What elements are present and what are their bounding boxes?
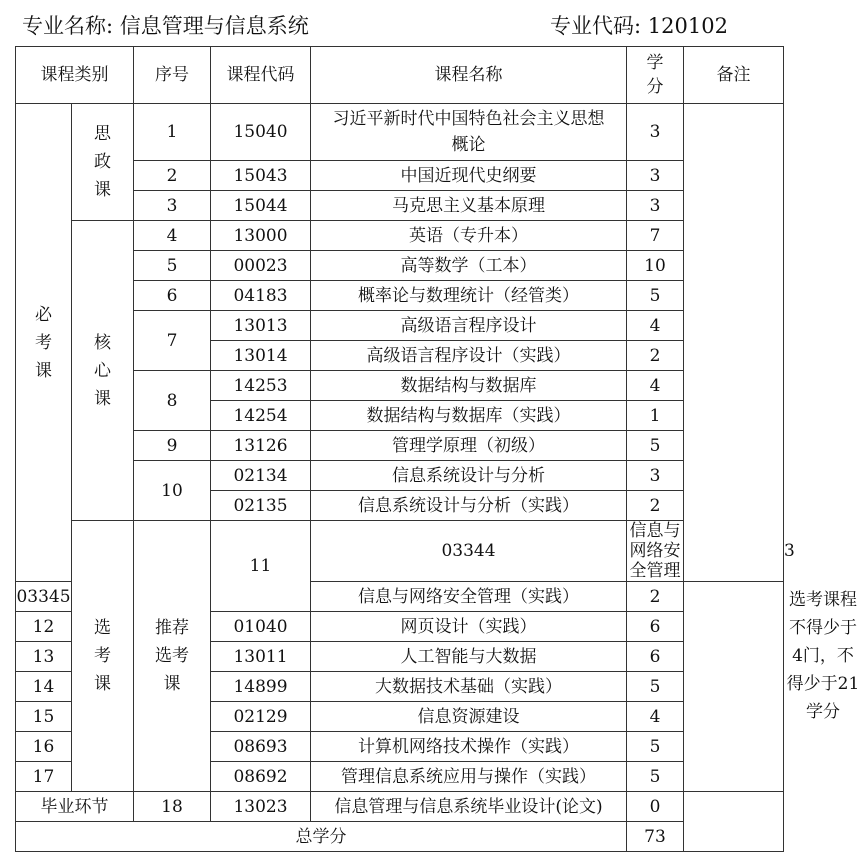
cell-index: 11 [211, 521, 311, 612]
cell-code: 13126 [211, 431, 311, 461]
cell-code: 15043 [211, 161, 311, 191]
cell-index: 6 [134, 281, 211, 311]
category-core: 核心课 [72, 221, 134, 521]
cell-credits: 3 [627, 161, 684, 191]
cell-name: 信息系统设计与分析 [311, 461, 627, 491]
page-header [22, 10, 772, 42]
total-value: 73 [627, 822, 684, 852]
cell-credits: 2 [627, 341, 684, 371]
cell-name: 信息与网络安全管理（实践） [311, 582, 627, 612]
cell-index: 16 [16, 732, 72, 762]
cell-credits: 2 [627, 491, 684, 521]
cell-name: 马克思主义基本原理 [311, 191, 627, 221]
cell-code: 13011 [211, 642, 311, 672]
cell-name: 中国近现代史纲要 [311, 161, 627, 191]
cell-name: 信息资源建设 [311, 702, 627, 732]
cell-code: 15040 [211, 104, 311, 161]
cell-name: 信息与网络安全管理 [627, 521, 684, 582]
cell-name: 高级语言程序设计 [311, 311, 627, 341]
remark-required [684, 104, 784, 582]
cell-credits: 3 [627, 104, 684, 161]
cell-credits: 5 [627, 431, 684, 461]
cell-index: 4 [134, 221, 211, 251]
cell-credits: 4 [627, 371, 684, 401]
table-row [16, 104, 784, 161]
header-code: 课程代码 [211, 47, 311, 104]
cell-code: 15044 [211, 191, 311, 221]
category-elective: 选考课 [72, 521, 134, 792]
cell-name: 管理学原理（初级） [311, 431, 627, 461]
cell-code: 02129 [211, 702, 311, 732]
cell-credits: 5 [627, 732, 684, 762]
cell-code: 08692 [211, 762, 311, 792]
cell-code: 13014 [211, 341, 311, 371]
cell-index: 18 [134, 792, 211, 822]
major-code: 专业代码: 120102 [550, 14, 728, 38]
category-required: 必考课 [16, 104, 72, 582]
cell-credits: 5 [627, 672, 684, 702]
cell-code: 13000 [211, 221, 311, 251]
cell-credits: 3 [627, 461, 684, 491]
header-remarks: 备注 [684, 47, 784, 104]
total-label: 总学分 [16, 822, 627, 852]
cell-index: 8 [134, 371, 211, 431]
cell-code: 03345 [16, 582, 72, 612]
cell-credits: 6 [627, 642, 684, 672]
cell-credits: 4 [627, 311, 684, 341]
cell-index: 10 [134, 461, 211, 521]
table-header [16, 47, 784, 104]
cell-code: 01040 [211, 612, 311, 642]
cell-name: 数据结构与数据库（实践） [311, 401, 627, 431]
cell-credits: 2 [627, 582, 684, 612]
cell-credits: 6 [627, 612, 684, 642]
header-index: 序号 [134, 47, 211, 104]
remark-graduation [684, 792, 784, 852]
cell-name: 信息管理与信息系统毕业设计(论文) [311, 792, 627, 822]
cell-code: 03344 [311, 521, 627, 582]
cell-name: 概率论与数理统计（经管类） [311, 281, 627, 311]
cell-name: 信息系统设计与分析（实践） [311, 491, 627, 521]
cell-index: 1 [134, 104, 211, 161]
course-table [15, 46, 860, 852]
cell-index: 7 [134, 311, 211, 371]
major-title: 专业名称: 信息管理与信息系统 [22, 14, 309, 38]
header-credits: 学分 [627, 47, 684, 104]
category-recommended: 推荐选考课 [134, 521, 211, 792]
cell-code: 14254 [211, 401, 311, 431]
cell-credits: 4 [627, 702, 684, 732]
total-row [16, 822, 784, 852]
header-name: 课程名称 [311, 47, 627, 104]
cell-index: 5 [134, 251, 211, 281]
table-row [16, 221, 784, 251]
cell-name: 高等数学（工本） [311, 251, 627, 281]
cell-index: 15 [16, 702, 72, 732]
table-row: 选考课 推荐选考课 11 03344 信息与网络安全管理 3 选考课程不得少于4门，不得少于21学分 [16, 521, 784, 582]
cell-credits: 1 [627, 401, 684, 431]
cell-name: 网页设计（实践） [311, 612, 627, 642]
cell-code: 04183 [211, 281, 311, 311]
cell-code: 08693 [211, 732, 311, 762]
header-category: 课程类别 [16, 47, 134, 104]
cell-code: 13023 [211, 792, 311, 822]
cell-credits: 10 [627, 251, 684, 281]
table-row [16, 792, 784, 822]
cell-credits: 7 [627, 221, 684, 251]
cell-credits: 3 [627, 191, 684, 221]
cell-index: 12 [16, 612, 72, 642]
cell-code: 13013 [211, 311, 311, 341]
cell-index: 9 [134, 431, 211, 461]
cell-index: 3 [134, 191, 211, 221]
cell-code: 14899 [211, 672, 311, 702]
cell-index: 17 [16, 762, 72, 792]
cell-name: 计算机网络技术操作（实践） [311, 732, 627, 762]
category-politics: 思政课 [72, 104, 134, 221]
category-graduation: 毕业环节 [16, 792, 134, 822]
cell-index: 13 [16, 642, 72, 672]
cell-name: 数据结构与数据库 [311, 371, 627, 401]
cell-name: 英语（专升本） [311, 221, 627, 251]
cell-code: 02135 [211, 491, 311, 521]
cell-name: 高级语言程序设计（实践） [311, 341, 627, 371]
cell-credits: 5 [627, 762, 684, 792]
cell-credits: 0 [627, 792, 684, 822]
cell-index: 14 [16, 672, 72, 702]
cell-index: 2 [134, 161, 211, 191]
cell-name: 大数据技术基础（实践） [311, 672, 627, 702]
cell-name: 管理信息系统应用与操作（实践） [311, 762, 627, 792]
cell-code: 00023 [211, 251, 311, 281]
cell-credits: 5 [627, 281, 684, 311]
cell-name: 人工智能与大数据 [311, 642, 627, 672]
cell-code: 14253 [211, 371, 311, 401]
cell-name: 习近平新时代中国特色社会主义思想概论 [311, 104, 627, 161]
cell-code: 02134 [211, 461, 311, 491]
